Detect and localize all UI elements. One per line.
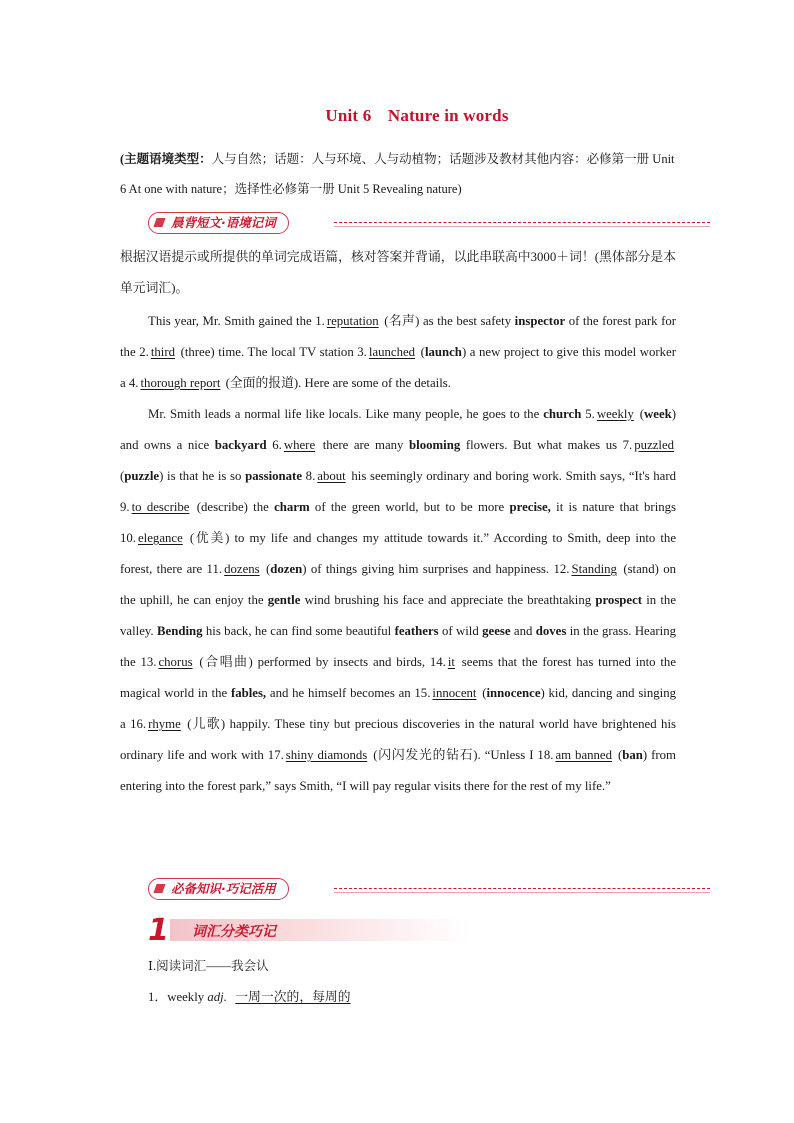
part-of-speech: adj. xyxy=(207,990,227,1004)
answer-10: elegance xyxy=(138,531,183,545)
answer-1: reputation xyxy=(326,314,379,328)
banner-solid-line xyxy=(334,226,710,227)
section-title: 词汇分类巧记 xyxy=(192,924,276,940)
section-heading-vocabulary xyxy=(148,913,468,948)
section-number: 1 xyxy=(148,913,169,948)
answer-7: puzzled xyxy=(634,438,675,452)
banner-label: 必备知识·巧记活用 xyxy=(148,878,289,900)
answer-2: third xyxy=(150,345,175,359)
banner-label: 晨背短文·语境记词 xyxy=(148,212,289,234)
topic-context xyxy=(120,144,676,204)
topic-label: (主题语境类型： xyxy=(120,152,212,166)
answer-11: dozens xyxy=(224,562,260,576)
vocab-word: weekly xyxy=(167,990,205,1004)
answer-17: shiny diamonds xyxy=(285,748,368,762)
vocab-answer: 一周一次的，每周的 xyxy=(235,990,351,1004)
banner-solid-line xyxy=(334,892,710,893)
answer-16: rhyme xyxy=(148,717,181,731)
answer-3: launched xyxy=(368,345,416,359)
story-passage: This year, Mr. Smith gained the 1. reputation (名声) as the best safety inspector of the forest park for the 2. third (three) time. The local TV station 3. launched (launch) a new project to give this model worker a 4. thorough report (全面的报道). Here are some of the details. Mr. Smith leads a normal life like locals. Like many people, he goes to the church 5. weekly (week) and owns a nice backyard 6. where there are many blooming flowers. But what makes us 7. puzzled (puzzle) is that he is so passionate 8. about his seemingly ordinary and boring work. Smith says, “It's hard 9. to describe (describe) the charm of the green world, but to be more precise, it is nature that brings 10. elegance (优美) to my life and changes my attitude towards it.” According to Smith, deep into the forest, there are 11. dozens (dozen) of things giving him surprises and happiness. 12. Standing (stand) on the uphill, he can enjoy the gentle wind brushing his face and appreciate the breathtaking prospect in the valley. Bending his back, he can find some beautiful feathers of wild geese and doves in the grass. Hearing the 13. chorus (合唱曲) performed by insects and birds, 14. it seems that the forest has turned into the magical world in the fables, and he himself becomes an 15. innocent (innocence) kid, dancing and singing a 16. rhyme (儿歌) happily. These tiny but precious discoveries in the natural world have brightened his ordinary life and work with 17. shiny diamonds (闪闪发光的钻石). “Unless I 18. am banned (ban) from entering into the forest park,” says Smith, “I will pay regular visits there for the rest of my life.” xyxy=(120,314,677,793)
subsection-heading: Ⅰ.阅读词汇——我会认 xyxy=(148,959,269,973)
instruction-text: 根据汉语提示或所提供的单词完成语篇，核对答案并背诵，以此串联高中3000＋词！(黑体部分是本单元词汇)。 xyxy=(120,250,676,295)
answer-15: innocent xyxy=(432,686,477,700)
answer-13: chorus xyxy=(158,655,193,669)
answer-6: where xyxy=(283,438,316,452)
banner-dashed-line xyxy=(334,222,710,223)
answer-4: thorough report xyxy=(140,376,221,390)
answer-8: about xyxy=(317,469,346,483)
banner-dashed-line xyxy=(334,888,710,889)
topic-text: 人与自然；话题：人与环境、人与动植物；话题涉及教材其他内容：必修第一册 Unit 6 At one with nature；选择性必修第一册 Unit 5 Revealing nature) xyxy=(120,152,675,196)
section-banner-morning-reading xyxy=(148,212,710,234)
answer-5: weekly xyxy=(596,407,634,421)
answer-14: it xyxy=(447,655,455,669)
unit-number: Unit 6 xyxy=(325,106,372,125)
answer-9: to describe xyxy=(131,500,190,514)
answer-18: am banned xyxy=(555,748,612,762)
page-title xyxy=(0,106,794,126)
unit-name: Nature in words xyxy=(387,106,509,125)
vocab-item: 1．weekly adj. 一周一次的，每周的 xyxy=(148,990,351,1004)
section-banner-essential-knowledge xyxy=(148,878,710,900)
answer-12: Standing xyxy=(571,562,617,576)
